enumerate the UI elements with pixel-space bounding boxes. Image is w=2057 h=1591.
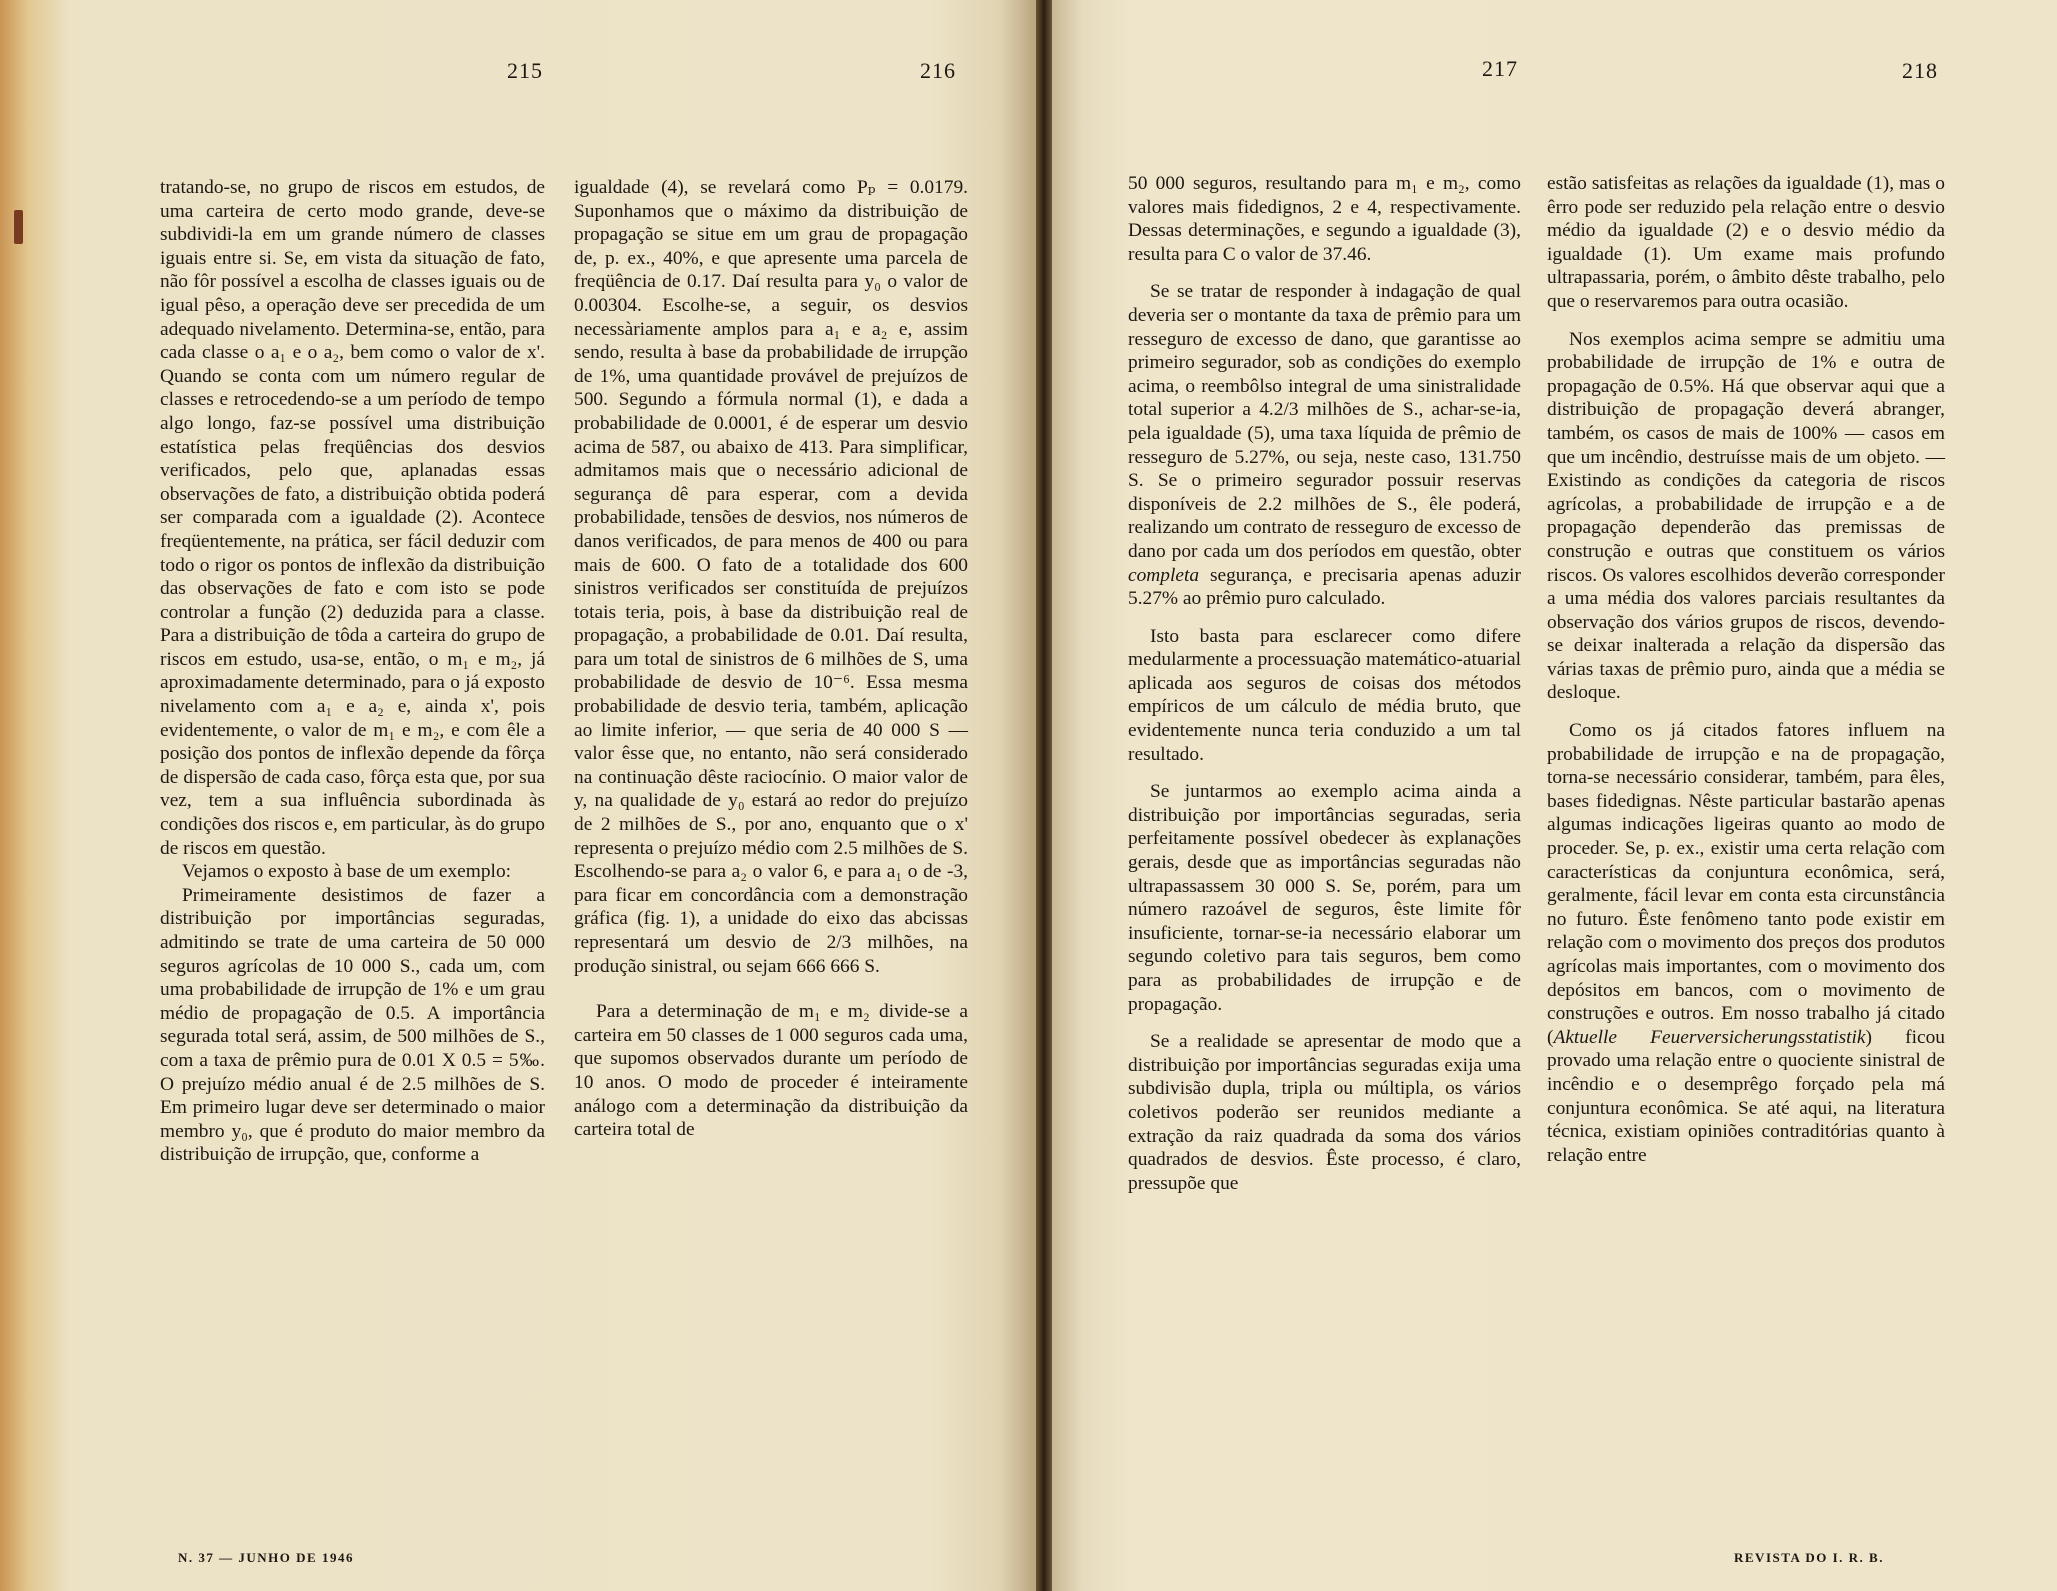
book-gutter xyxy=(1036,0,1052,1591)
paragraph: estão satisfeitas as relações da igualdade (1), mas o êrro pode ser reduzido pela relação entre o desvio médio da igualdade (2) e o desvio médio da igualdade (1). Um exame mais profundo ultrapassaria, porém, o âmbito dêste trabalho, pelo que o reservaremos para outra ocasião. xyxy=(1547,173,1945,312)
page-218-text xyxy=(1547,172,1945,1167)
paragraph: Nos exemplos acima sempre se admitiu uma probabilidade de irrupção de 1% e outra de propagação de 0.5%. Há que observar aqui que a distribuição de propagação deverá abranger, também, os casos de mais de 100% — casos em que um incêndio, destruísse mais de um objeto. — Existindo as condições da categoria de riscos agrícolas, a probabilidade de irrupção e a de propagação dependerão das premissas de construção e outras que constituem os vários riscos. Os valores escolhidos deverão corresponder a uma média dos valores parciais resultantes da observação dos vários grupos de riscos, devendo-se deixar inalterada a relação da dispersão das várias taxas de prêmio puro, ainda que a média se desloque. xyxy=(1547,328,1945,704)
page-216-text xyxy=(574,176,968,1142)
paragraph-text: Como os já citados fatores influem na probabilidade de irrupção e na de propagação, torna-se necessário considerar, também, para êles, bases fidedignas. Nêste particular bastarão apenas algumas indicações ligeiras quanto ao modo de proceder. Se, p. ex., existir uma certa relação com características da conjuntura econômica, será, geralmente, fácil levar em conta esta circunstância no futuro. Êste fenômeno tanto pode existir em relação com o movimento dos preços dos produtos agrícolas mais importantes, com o movimento dos depósitos em bancos, com o movimento de construções e outros. Em nosso trabalho já citado ( xyxy=(1547,720,1945,1048)
paragraph: igualdade (4), se revelará como Pₚ = 0.0179. Suponhamos que o máximo da distribuição de propagação se situe em um grau de propagação de, p. ex., 40%, e que apresente uma parcela de freqüência de 0.17. Daí resulta para y₀ o valor de 0.00304. Escolhe-se, a seguir, os desvios necessàriamente amplos para a₁ e a₂ e, assim sendo, resulta à base da probabilidade de irrupção de 1%, uma quantidade provável de prejuízos de 500. Segundo a fórmula normal (1), e dada a probabilidade de 0.0001, é de esperar um desvio acima de 587, ou abaixo de 413. Para simplificar, admitamos mais que o necessário adicional de segurança dê para esperar, com a devida probabilidade, tensões de desvios, nos números de danos verificados, de para menos de 400 ou para mais de 600. O fato de a totalidade dos 600 sinistros verificados ser constituída de prejuízos totais teria, pois, à base da distribuição real de propagação, a probabilidade de 0.01. Daí resulta, para um total de sinistros de 6 milhões de S, uma probabilidade de desvio de 10⁻⁶. Essa mesma probabilidade de desvio teria, também, aplicação ao limite inferior, — que seria de 40 000 S — valor êsse que, no entanto, não será considerado na continuação dêste raciocínio. O maior valor de y, na qualidade de y₀ estará ao redor do prejuízo de 2 milhões de S., por ano, enquanto que o x' representa o prejuízo médio com 2.5 milhões de S. Escolhendo-se para a₂ o valor 6, e para a₁ o de -3, para ficar em concordância com a demonstração gráfica (fig. 1), a unidade do eixo das abcissas representará um desvio de 2/3 milhões, na produção sinistral, ou sejam 666 666 S. xyxy=(574,177,968,977)
paragraph-text: ) ficou provado uma relação entre o quociente sinistral de incêndio e o desemprêgo forçado pela má conjuntura econômica. Se até aqui, na literatura técnica, existiam opiniões contraditórias quanto à relação entre xyxy=(1547,1026,1945,1166)
page-number-216: 216 xyxy=(920,58,956,83)
emphasis-text: completa xyxy=(1128,564,1200,586)
paragraph: Primeiramente desistimos de fazer a distribuição por importâncias seguradas, admitindo se trate de uma carteira de 50 000 seguros agrícolas de 10 000 S., cada um, com uma probabilidade de irrupção de 1% e um grau médio de propagação de 0.5. A importância segurada total será, assim, de 500 milhões de S., com a taxa de prêmio pura de 0.01 X 0.5 = 5‰. O prejuízo médio anual é de 2.5 milhões de S. Em primeiro lugar deve ser determinado o maior membro y₀, que é produto do maior membro da distribuição de irrupção, que, conforme a xyxy=(160,884,545,1166)
paragraph-text: segurança, e precisaria apenas aduzir 5.27% ao prêmio puro calculado. xyxy=(1128,564,1521,610)
ink-mark xyxy=(14,210,23,244)
paragraph: tratando-se, no grupo de riscos em estudos, de uma carteira de certo modo grande, deve-se subdividi-la em um grande número de classes iguais entre si. Se, em vista da situação de fato, não fôr possível a escolha de classes iguais ou de igual pêso, a operação deve ser precedida de um adequado nivelamento. Determina-se, então, para cada classe o a₁ e o a₂, bem como o valor de x'. Quando se conta com um número regular de classes e retrocedendo-se a um período de tempo algo longo, faz-se possível uma distribuição estatística pelas freqüências dos desvios verificados, pelo que, aplanadas essas observações de fato, a distribuição obtida poderá ser comparada com a igualdade (2). Acontece freqüentemente, na prática, ser fácil deduzir com todo o rigor os pontos de inflexão da distribuição das observações de fato e com isto se pode controlar a função (2) deduzida para a classe. Para a distribuição de tôda a carteira do grupo de riscos em estudo, usa-se, então, o m₁ e m₂, já aproximadamente determinado, para o já exposto nivelamento com a₁ e a₂ e, ainda x', pois evidentemente, o valor de m₁ e m₂, e com êle a posição dos pontos de inflexão depende da fôrça de dispersão de cada caso, fôrça esta que, por sua vez, tem a sua influência subordinada às condições dos riscos e, em particular, às do grupo de riscos em questão. xyxy=(160,177,545,859)
page-number-215: 215 xyxy=(507,58,543,83)
paragraph: Se juntarmos ao exemplo acima ainda a distribuição por importâncias seguradas, seria perfeitamente possível obedecer às explanações gerais, desde que as importâncias seguradas não ultrapassassem 30 000 S. Se, porém, para um número razoável de seguros, êste limite fôr insuficiente, tornar-se-ia necessário elaborar um segundo coletivo para tais seguros, bem como para as probabilidades de irrupção e de propagação. xyxy=(1128,781,1521,1015)
paragraph: Vejamos o exposto à base de um exemplo: xyxy=(182,861,512,883)
page-number-217: 217 xyxy=(1482,56,1518,81)
paragraph-text: Se se tratar de responder à indagação de qual deveria ser o montante da taxa de prêmio para um resseguro de excesso de dano, que garantisse ao primeiro segurador, sob as condições do exemplo acima, o reembôlso integral de uma sinistralidade total superior a 4.2/3 milhões de S., achar-se-ia, pela igualdade (5), uma taxa líquida de prêmio de resseguro de 5.27%, ou seja, neste caso, 131.750 S. Se o primeiro segurador possuir reservas disponíveis de 2.2 milhões de S., êle poderá, realizando um contrato de resseguro de excesso de dano por cada um dos períodos em questão, obter xyxy=(1128,281,1521,562)
right-page-spread xyxy=(1052,0,2057,1591)
paragraph: Se a realidade se apresentar de modo que a distribuição por importâncias seguradas exija uma subdivisão dupla, tripla ou múltipla, os vários coletivos poderão ser reunidos mediante a extração da raiz quadrada da soma dos vários quadrados de desvios. Êste processo, é claro, pressupõe que xyxy=(1128,1031,1521,1194)
paragraph xyxy=(1547,719,1945,1167)
paragraph: Isto basta para esclarecer como difere medularmente a processuação matemático-atuarial aplicada aos seguros de coisas dos métodos empíricos de um cálculo de média bruto, que evidentemente nunca teria conduzido a um tal resultado. xyxy=(1128,625,1521,765)
paragraph xyxy=(1128,280,1521,610)
paragraph: Para a determinação de m₁ e m₂ divide-se a carteira em 50 classes de 1 000 seguros cada uma, que supomos observados durante um período de 10 anos. O modo de proceder é inteiramente análogo com a determinação da distribuição da carteira total de xyxy=(574,1001,968,1141)
page-number-218: 218 xyxy=(1902,58,1938,83)
page-217-text xyxy=(1128,172,1521,1195)
emphasis-text: Aktuelle Feuerversicherungsstatistik xyxy=(1553,1026,1866,1048)
page-215-text xyxy=(160,176,545,1167)
footer-issue: N. 37 — JUNHO DE 1946 xyxy=(178,1550,354,1565)
footer-journal: REVISTA DO I. R. B. xyxy=(1734,1550,1884,1565)
paragraph: 50 000 seguros, resultando para m₁ e m₂, como valores mais fidedignos, 2 e 4, respectivamente. Dessas determinações, e segundo a igualdade (3), resulta para C o valor de 37.46. xyxy=(1128,173,1521,265)
